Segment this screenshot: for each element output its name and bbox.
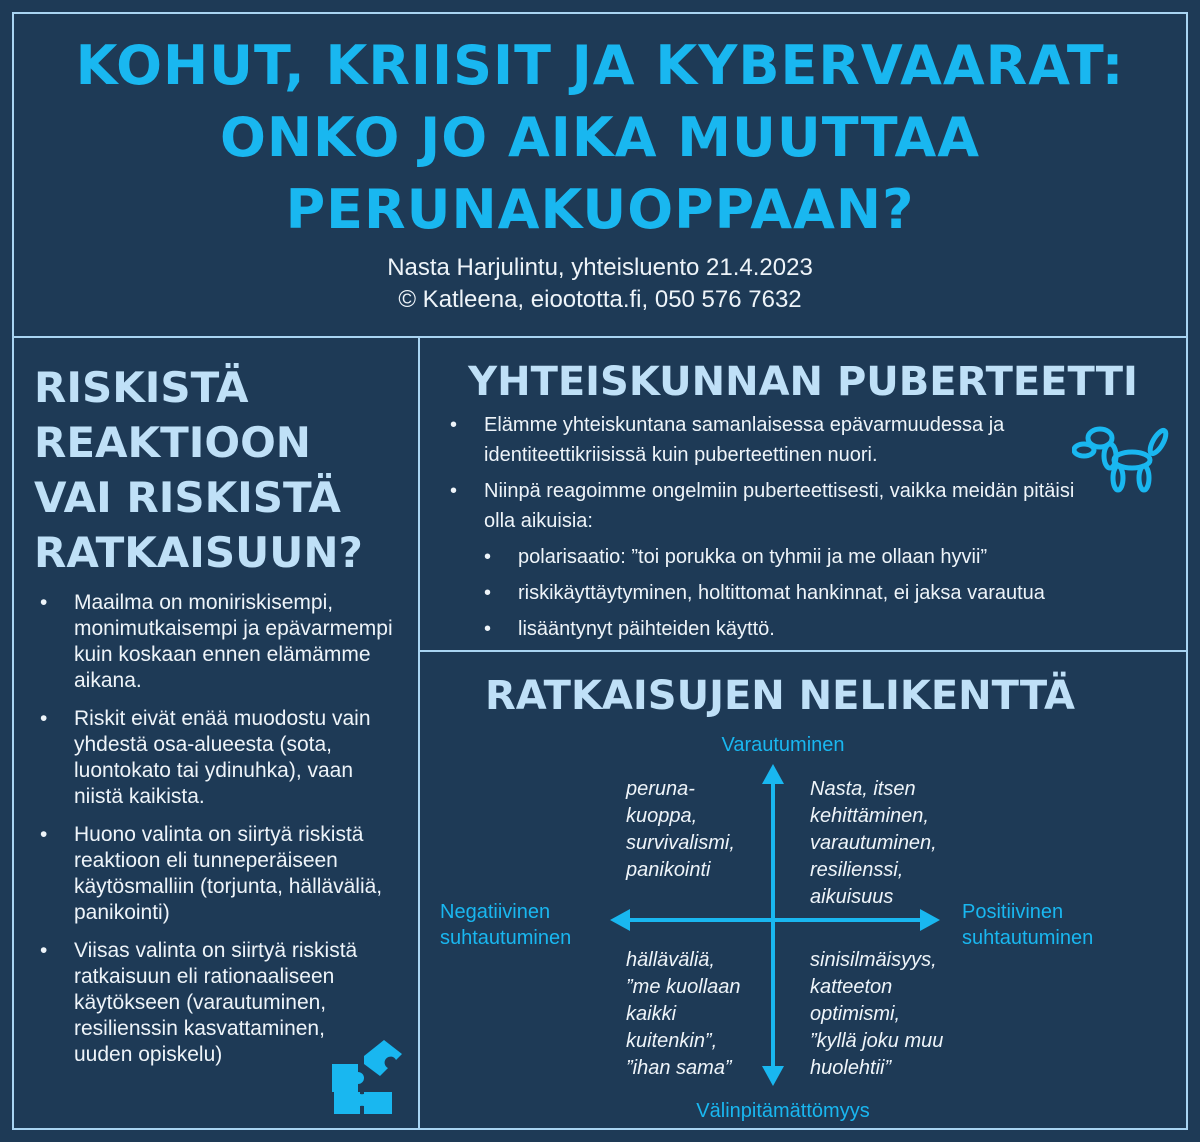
axis-label-top: Varautuminen (721, 734, 845, 756)
axis-label-bottom: Välinpitämättömyys (696, 1100, 870, 1122)
puzzle-icon (330, 1036, 410, 1116)
author-line: Nasta Harjulintu, yhteisluento 21.4.2023 (387, 254, 813, 281)
contact-line: © Katleena, eioototta.fi, 050 576 7632 (398, 286, 802, 313)
axis-label-right (962, 899, 1142, 951)
author-info (14, 252, 1186, 316)
list-item: • Riskit eivät enää muodostu vain yhdestä osa-alueesta (sota, luontokato tai ydinuhka), vaan niistä kaikista. (40, 706, 400, 810)
left-bullet-list (40, 590, 400, 1080)
quadrant-line: hälläväliä, (626, 949, 715, 971)
column-divider (418, 338, 420, 1128)
quadrant-line: ”me kuollaan (626, 976, 741, 998)
quadrant-line: kuitenkin”, (626, 1030, 718, 1052)
quadrant-bottom-right (810, 947, 985, 1082)
quadrant-top-right (810, 776, 970, 911)
left-title-line: VAI RISKISTÄ (34, 473, 341, 522)
quadrant-line: kaikki (626, 1003, 677, 1025)
left-title-line: REAKTIOON (34, 418, 311, 467)
right-divider (420, 650, 1186, 652)
left-section-title (34, 360, 414, 580)
title-line: PERUNAKUOPPAAN? (285, 178, 915, 241)
list-item: • Maailma on moniriskisempi, monimutkaisempi ja epävarmempi kuin koskaan ennen elämämme aikana. (40, 590, 400, 694)
puberty-section-title: YHTEISKUNNAN PUBERTEETTI (468, 359, 1138, 405)
list-item (450, 476, 1170, 644)
sub-list-item: • polarisaatio: ”toi porukka on tyhmii ja me ollaan hyvii” (484, 542, 1080, 572)
quadrant-line: kehittäminen, (810, 805, 929, 827)
page-title (14, 30, 1186, 246)
quadrant-line: optimismi, (810, 1003, 901, 1025)
quadrant-bottom-left (626, 947, 766, 1082)
axis-label-line: Negatiivinen (440, 901, 551, 923)
left-title-line: RATKAISUUN? (34, 528, 363, 577)
puberty-bullet-list (450, 410, 1170, 650)
list-item-text: Elämme yhteiskuntana samanlaisessa epävarmuudessa ja identiteettikriisissä kuin puberteettinen nuori. (484, 414, 1005, 466)
axis-label-line: Positiivinen (962, 901, 1064, 923)
quadrant-line: survivalismi, (626, 832, 735, 854)
arrow-left-icon (610, 909, 630, 931)
balloon-dog-icon (1072, 422, 1172, 494)
quadrant-line: panikointi (626, 859, 711, 881)
left-title-line: RISKISTÄ (34, 363, 249, 412)
axis-label-left (440, 899, 610, 951)
axis-label-line: suhtautuminen (440, 927, 572, 949)
list-item: • Viisas valinta on siirtyä riskistä ratkaisuun eli rationaaliseen käytökseen (varautuminen, resilienssin kasvattaminen, uuden opiskelu) (40, 938, 400, 1068)
title-line: KOHUT, KRIISIT JA KYBERVAARAT: (75, 34, 1125, 97)
quadrant-line: kuoppa, (626, 805, 698, 827)
quadrant-line: aikuisuus (810, 886, 894, 908)
sub-list-item: • riskikäyttäytyminen, holtittomat hankinnat, ei jaksa varautua (484, 578, 1080, 608)
quadrant-line: peruna- (626, 778, 695, 800)
axis-label-line: suhtautuminen (962, 927, 1094, 949)
quadrant-line: varautuminen, (810, 832, 937, 854)
quadrant-line: sinisilmäisyys, (810, 949, 937, 971)
sub-list-item: • lisääntynyt päihteiden käyttö. (484, 614, 1080, 644)
header-divider (14, 336, 1186, 338)
list-item-text: Niinpä reagoimme ongelmiin puberteettisesti, vaikka meidän pitäisi olla aikuisia: (484, 480, 1075, 532)
quadrant-line: ”kyllä joku muu (810, 1030, 944, 1052)
quadrant-line: katteeton (810, 976, 893, 998)
list-item: • Huono valinta on siirtyä riskistä reaktioon eli tunneperäiseen käytösmalliin (torjunta, hälläväliä, panikointi) (40, 822, 400, 926)
quadrant-line: huolehtii” (810, 1057, 892, 1079)
arrow-right-icon (920, 909, 940, 931)
quadrant-section-title: RATKAISUJEN NELIKENTTÄ (485, 673, 1075, 719)
quadrant-line: resilienssi, (810, 859, 904, 881)
list-item (450, 410, 1170, 470)
quadrant-line: Nasta, itsen (810, 778, 916, 800)
quadrant-top-left (626, 776, 766, 884)
title-line: ONKO JO AIKA MUUTTAA (219, 106, 981, 169)
quadrant-line: ”ihan sama” (626, 1057, 732, 1079)
puberty-sub-list (484, 542, 1080, 644)
